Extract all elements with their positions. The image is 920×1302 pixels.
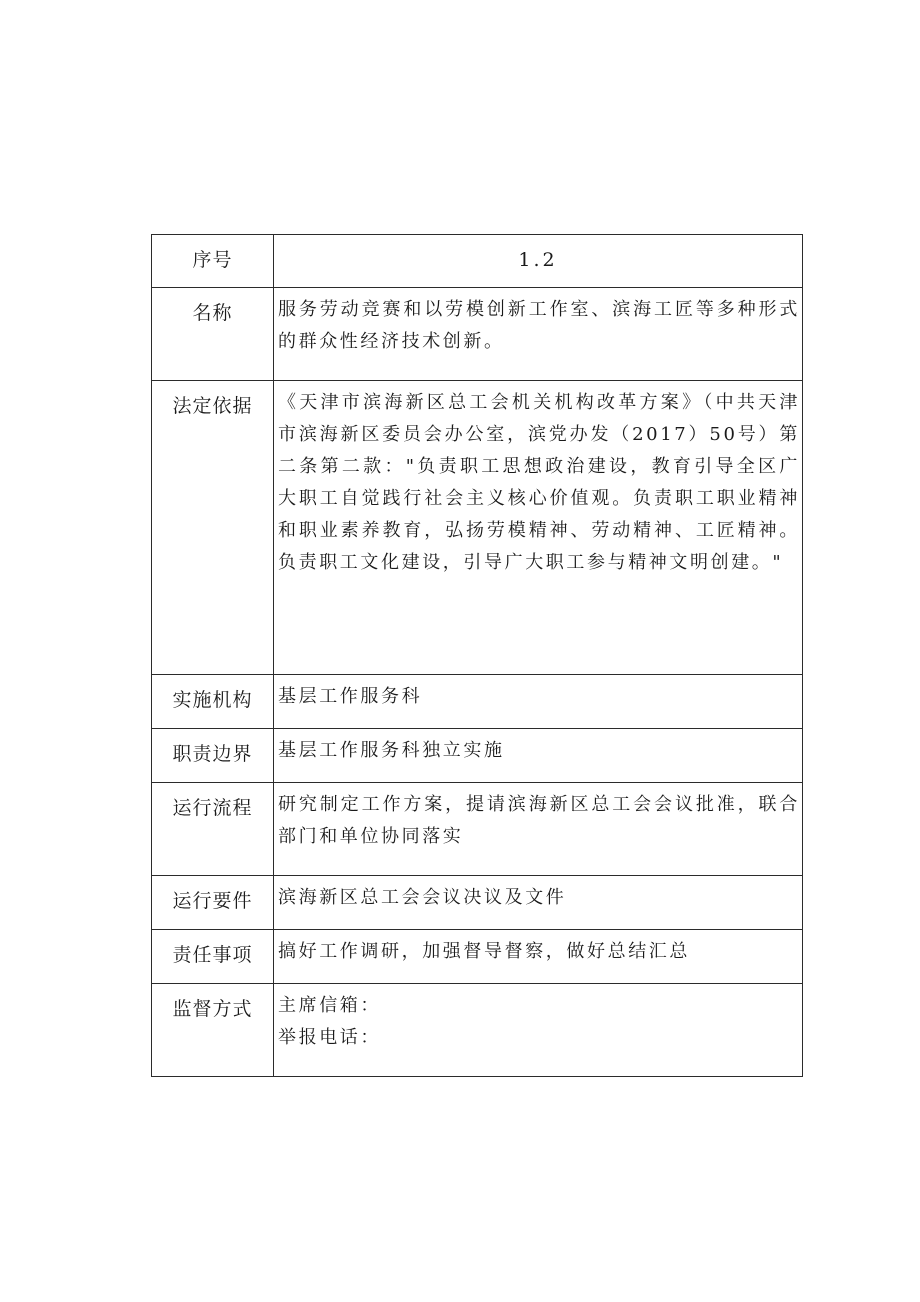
row-elements (152, 876, 803, 930)
row-agency (152, 675, 803, 729)
agency-value: 基层工作服务科 (274, 675, 803, 729)
agency-label: 实施机构 (152, 675, 274, 729)
responsibility-label: 责任事项 (152, 930, 274, 984)
hotline-text: 举报电话： (278, 1027, 381, 1048)
responsibility-value: 搞好工作调研，加强督导督察，做好总结汇总 (274, 930, 803, 984)
duty-table (151, 234, 803, 1077)
legal-basis-value: 《天津市滨海新区总工会机关机构改革方案》（中共天津市滨海新区委员会办公室，滨党办发（2017）50号）第二条第二款："负责职工思想政治建设，教育引导全区广大职工自觉践行社会主义核心价值观。负责职工职业精神和职业素养教育，弘扬劳模精神、劳动精神、工匠精神。负责职工文化建设，引导广大职工参与精神文明创建。" (274, 381, 803, 675)
row-name (152, 288, 803, 381)
row-boundary (152, 729, 803, 783)
sequence-label: 序号 (152, 235, 274, 288)
name-label: 名称 (152, 288, 274, 381)
row-process (152, 783, 803, 876)
elements-value: 滨海新区总工会会议决议及文件 (274, 876, 803, 930)
supervision-label: 监督方式 (152, 984, 274, 1077)
legal-basis-label: 法定依据 (152, 381, 274, 675)
row-supervision (152, 984, 803, 1077)
process-label: 运行流程 (152, 783, 274, 876)
process-value: 研究制定工作方案，提请滨海新区总工会会议批准，联合部门和单位协同落实 (274, 783, 803, 876)
name-value: 服务劳动竞赛和以劳模创新工作室、滨海工匠等多种形式的群众性经济技术创新。 (274, 288, 803, 381)
boundary-value: 基层工作服务科独立实施 (274, 729, 803, 783)
row-responsibility (152, 930, 803, 984)
row-legal-basis (152, 381, 803, 675)
elements-label: 运行要件 (152, 876, 274, 930)
row-sequence (152, 235, 803, 288)
supervision-value (274, 984, 803, 1077)
boundary-label: 职责边界 (152, 729, 274, 783)
sequence-value: 1.2 (274, 235, 803, 288)
mailbox-text: 主席信箱： (278, 995, 381, 1016)
